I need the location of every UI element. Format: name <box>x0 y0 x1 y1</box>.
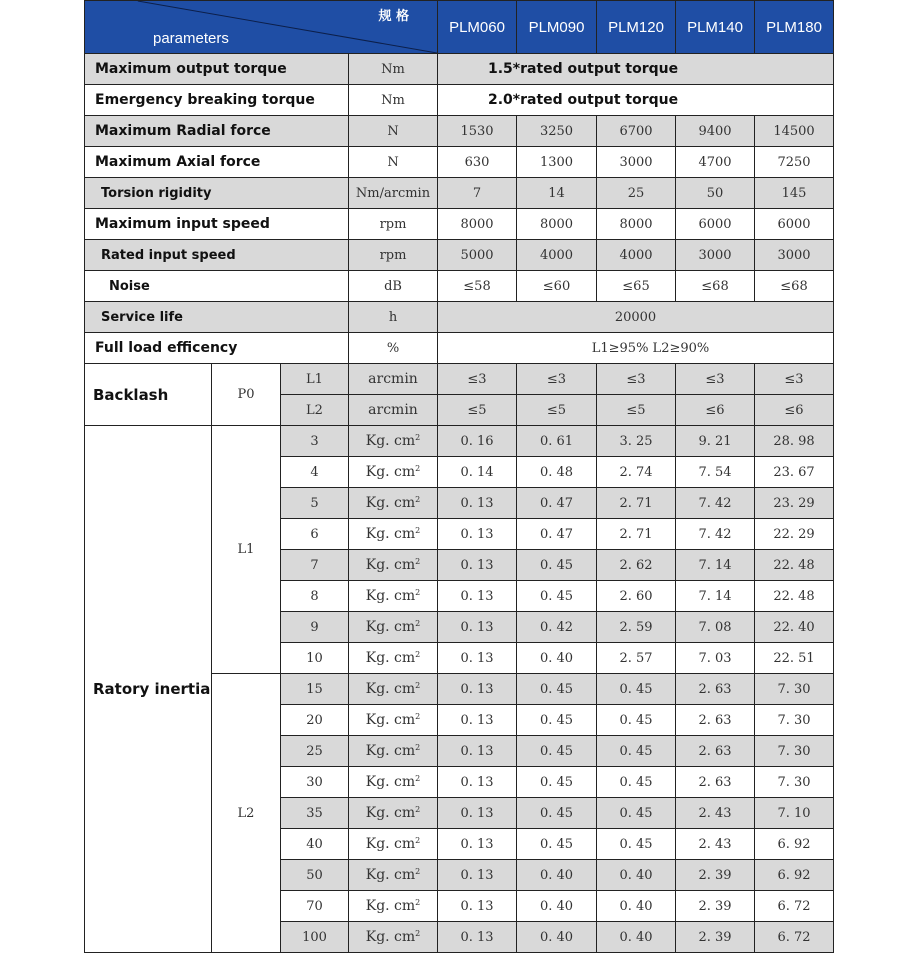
inertia-value: 0. 40 <box>517 922 597 953</box>
unit-text: Kg. cm <box>365 433 416 449</box>
inertia-unit <box>349 705 438 736</box>
inertia-value: 22. 40 <box>755 612 834 643</box>
inertia-unit <box>349 829 438 860</box>
unit-exponent: 2 <box>415 433 421 442</box>
inertia-value: 0. 13 <box>438 488 517 519</box>
inertia-unit <box>349 550 438 581</box>
unit-text: Kg. cm <box>365 650 416 666</box>
unit-text: Kg. cm <box>365 588 416 604</box>
inertia-value: 7. 30 <box>755 767 834 798</box>
spec-value: 3000 <box>755 240 834 271</box>
inertia-value: 0. 61 <box>517 426 597 457</box>
backlash-group: P0 <box>212 364 281 426</box>
inertia-value: 0. 47 <box>517 519 597 550</box>
spec-value: L1≥95% L2≥90% <box>438 333 834 364</box>
inertia-value: 0. 13 <box>438 829 517 860</box>
spec-value: 6000 <box>676 209 755 240</box>
spec-row <box>85 240 834 271</box>
spec-value: 9400 <box>676 116 755 147</box>
inertia-unit <box>349 767 438 798</box>
spec-unit: Nm <box>349 54 438 85</box>
spec-row <box>85 302 834 333</box>
header-corner <box>85 1 438 54</box>
spec-row <box>85 209 834 240</box>
spec-value: 4700 <box>676 147 755 178</box>
spec-label: Maximum input speed <box>85 209 349 240</box>
unit-exponent: 2 <box>415 681 421 690</box>
spec-value: ≤68 <box>676 271 755 302</box>
model-header: PLM180 <box>755 1 834 54</box>
spec-value: 630 <box>438 147 517 178</box>
inertia-value: 2. 57 <box>597 643 676 674</box>
inertia-value: 0. 13 <box>438 643 517 674</box>
inertia-value: 7. 14 <box>676 550 755 581</box>
inertia-value: 0. 13 <box>438 767 517 798</box>
model-header: PLM120 <box>597 1 676 54</box>
inertia-value: 6. 72 <box>755 891 834 922</box>
inertia-value: 0. 13 <box>438 736 517 767</box>
spec-label: Service life <box>85 302 349 333</box>
inertia-unit <box>349 426 438 457</box>
spec-label: Noise <box>85 271 349 302</box>
unit-text: Kg. cm <box>365 774 416 790</box>
spec-label: Full load efficency <box>85 333 349 364</box>
inertia-value: 0. 13 <box>438 519 517 550</box>
inertia-value: 2. 71 <box>597 488 676 519</box>
inertia-value: 2. 63 <box>676 736 755 767</box>
inertia-value: 2. 59 <box>597 612 676 643</box>
spec-value: 6700 <box>597 116 676 147</box>
spec-value: 4000 <box>517 240 597 271</box>
unit-exponent: 2 <box>415 805 421 814</box>
inertia-value: 0. 13 <box>438 798 517 829</box>
inertia-ratio: 7 <box>281 550 349 581</box>
backlash-unit: arcmin <box>349 364 438 395</box>
spec-unit: h <box>349 302 438 333</box>
inertia-unit <box>349 488 438 519</box>
inertia-value: 0. 13 <box>438 612 517 643</box>
inertia-ratio: 9 <box>281 612 349 643</box>
spec-value: 4000 <box>597 240 676 271</box>
inertia-value: 0. 45 <box>597 829 676 860</box>
backlash-value: ≤6 <box>755 395 834 426</box>
unit-exponent: 2 <box>415 588 421 597</box>
inertia-unit <box>349 612 438 643</box>
inertia-value: 0. 40 <box>597 891 676 922</box>
spec-value: 14 <box>517 178 597 209</box>
spec-value: 8000 <box>517 209 597 240</box>
inertia-value: 2. 63 <box>676 674 755 705</box>
spec-label: Maximum Radial force <box>85 116 349 147</box>
inertia-unit <box>349 674 438 705</box>
inertia-value: 2. 74 <box>597 457 676 488</box>
inertia-value: 0. 42 <box>517 612 597 643</box>
inertia-value: 6. 92 <box>755 860 834 891</box>
inertia-value: 0. 13 <box>438 922 517 953</box>
inertia-value: 2. 39 <box>676 860 755 891</box>
spec-unit: N <box>349 116 438 147</box>
inertia-ratio: 100 <box>281 922 349 953</box>
inertia-value: 0. 45 <box>517 798 597 829</box>
backlash-value: ≤5 <box>438 395 517 426</box>
spec-value: 1530 <box>438 116 517 147</box>
unit-exponent: 2 <box>415 495 421 504</box>
inertia-value: 6. 92 <box>755 829 834 860</box>
unit-exponent: 2 <box>415 867 421 876</box>
spec-unit: N <box>349 147 438 178</box>
inertia-value: 0. 13 <box>438 674 517 705</box>
inertia-ratio: 50 <box>281 860 349 891</box>
spec-value: 7 <box>438 178 517 209</box>
inertia-value: 7. 03 <box>676 643 755 674</box>
inertia-value: 28. 98 <box>755 426 834 457</box>
inertia-stage: L2 <box>212 674 281 953</box>
unit-text: Kg. cm <box>365 836 416 852</box>
inertia-value: 0. 13 <box>438 581 517 612</box>
unit-text: Kg. cm <box>365 898 416 914</box>
inertia-value: 0. 13 <box>438 860 517 891</box>
backlash-value: ≤5 <box>517 395 597 426</box>
inertia-ratio: 8 <box>281 581 349 612</box>
spec-value: 3000 <box>597 147 676 178</box>
unit-text: Kg. cm <box>365 867 416 883</box>
spec-value: 1.5*rated output torque <box>438 54 834 85</box>
unit-exponent: 2 <box>415 929 421 938</box>
inertia-value: 0. 45 <box>597 674 676 705</box>
inertia-ratio: 35 <box>281 798 349 829</box>
backlash-row <box>85 364 834 395</box>
inertia-value: 2. 62 <box>597 550 676 581</box>
inertia-ratio: 25 <box>281 736 349 767</box>
spec-row <box>85 147 834 178</box>
unit-exponent: 2 <box>415 526 421 535</box>
unit-text: Kg. cm <box>365 526 416 542</box>
header-cn-label: 规 格 <box>378 9 409 24</box>
backlash-value: ≤3 <box>755 364 834 395</box>
spec-table <box>84 0 834 953</box>
inertia-value: 7. 14 <box>676 581 755 612</box>
backlash-value: ≤3 <box>676 364 755 395</box>
inertia-value: 2. 71 <box>597 519 676 550</box>
inertia-value: 0. 40 <box>517 860 597 891</box>
inertia-value: 0. 13 <box>438 550 517 581</box>
inertia-ratio: 15 <box>281 674 349 705</box>
inertia-unit <box>349 581 438 612</box>
inertia-value: 0. 45 <box>517 550 597 581</box>
spec-row <box>85 85 834 116</box>
inertia-ratio: 40 <box>281 829 349 860</box>
inertia-unit <box>349 891 438 922</box>
unit-exponent: 2 <box>415 464 421 473</box>
spec-value: 1300 <box>517 147 597 178</box>
model-header: PLM140 <box>676 1 755 54</box>
unit-text: Kg. cm <box>365 619 416 635</box>
unit-text: Kg. cm <box>365 495 416 511</box>
unit-text: Kg. cm <box>365 929 416 945</box>
header-row <box>85 1 834 54</box>
inertia-value: 2. 43 <box>676 798 755 829</box>
inertia-unit <box>349 922 438 953</box>
inertia-unit <box>349 643 438 674</box>
spec-label: Maximum Axial force <box>85 147 349 178</box>
spec-value: 3250 <box>517 116 597 147</box>
inertia-ratio: 3 <box>281 426 349 457</box>
spec-value: 8000 <box>438 209 517 240</box>
inertia-ratio: 30 <box>281 767 349 798</box>
inertia-value: 0. 13 <box>438 891 517 922</box>
inertia-ratio: 5 <box>281 488 349 519</box>
inertia-unit <box>349 860 438 891</box>
inertia-value: 22. 48 <box>755 550 834 581</box>
inertia-unit <box>349 519 438 550</box>
inertia-value: 0. 48 <box>517 457 597 488</box>
unit-text: Kg. cm <box>365 464 416 480</box>
inertia-value: 0. 16 <box>438 426 517 457</box>
inertia-value: 2. 63 <box>676 767 755 798</box>
unit-text: Kg. cm <box>365 743 416 759</box>
inertia-value: 0. 45 <box>517 581 597 612</box>
inertia-value: 0. 40 <box>597 860 676 891</box>
inertia-value: 0. 14 <box>438 457 517 488</box>
inertia-label: Ratory inertia <box>85 426 212 953</box>
inertia-value: 23. 29 <box>755 488 834 519</box>
backlash-value: ≤3 <box>438 364 517 395</box>
spec-unit: dB <box>349 271 438 302</box>
spec-label: Emergency breaking torque <box>85 85 349 116</box>
inertia-stage: L1 <box>212 426 281 674</box>
spec-value: 3000 <box>676 240 755 271</box>
spec-value: ≤68 <box>755 271 834 302</box>
inertia-value: 3. 25 <box>597 426 676 457</box>
inertia-value: 7. 30 <box>755 705 834 736</box>
unit-exponent: 2 <box>415 650 421 659</box>
spec-value: 25 <box>597 178 676 209</box>
unit-exponent: 2 <box>415 557 421 566</box>
inertia-value: 2. 43 <box>676 829 755 860</box>
spec-row <box>85 333 834 364</box>
spec-value: 6000 <box>755 209 834 240</box>
inertia-value: 2. 39 <box>676 922 755 953</box>
spec-unit: rpm <box>349 209 438 240</box>
inertia-value: 22. 51 <box>755 643 834 674</box>
inertia-value: 0. 45 <box>597 705 676 736</box>
inertia-ratio: 20 <box>281 705 349 736</box>
inertia-value: 7. 42 <box>676 519 755 550</box>
inertia-value: 0. 45 <box>517 736 597 767</box>
unit-exponent: 2 <box>415 774 421 783</box>
inertia-value: 9. 21 <box>676 426 755 457</box>
inertia-ratio: 10 <box>281 643 349 674</box>
backlash-stage: L2 <box>281 395 349 426</box>
inertia-value: 0. 45 <box>597 767 676 798</box>
spec-row <box>85 271 834 302</box>
backlash-unit: arcmin <box>349 395 438 426</box>
inertia-value: 7. 08 <box>676 612 755 643</box>
spec-value: 7250 <box>755 147 834 178</box>
spec-value: ≤65 <box>597 271 676 302</box>
inertia-value: 7. 54 <box>676 457 755 488</box>
unit-exponent: 2 <box>415 712 421 721</box>
spec-value: 2.0*rated output torque <box>438 85 834 116</box>
spec-value: 8000 <box>597 209 676 240</box>
inertia-unit <box>349 736 438 767</box>
spec-value: 5000 <box>438 240 517 271</box>
inertia-ratio: 70 <box>281 891 349 922</box>
backlash-value: ≤3 <box>517 364 597 395</box>
inertia-value: 7. 42 <box>676 488 755 519</box>
unit-exponent: 2 <box>415 743 421 752</box>
unit-exponent: 2 <box>415 898 421 907</box>
spec-row <box>85 116 834 147</box>
inertia-value: 2. 60 <box>597 581 676 612</box>
inertia-value: 0. 40 <box>517 891 597 922</box>
inertia-value: 0. 47 <box>517 488 597 519</box>
inertia-value: 0. 45 <box>517 829 597 860</box>
spec-value: 145 <box>755 178 834 209</box>
backlash-value: ≤6 <box>676 395 755 426</box>
inertia-value: 6. 72 <box>755 922 834 953</box>
spec-unit: Nm/arcmin <box>349 178 438 209</box>
header-en-label: parameters <box>153 30 229 47</box>
inertia-value: 0. 13 <box>438 705 517 736</box>
inertia-value: 0. 45 <box>597 798 676 829</box>
inertia-value: 0. 40 <box>597 922 676 953</box>
backlash-value: ≤3 <box>597 364 676 395</box>
inertia-value: 22. 29 <box>755 519 834 550</box>
spec-value: 14500 <box>755 116 834 147</box>
spec-unit: Nm <box>349 85 438 116</box>
inertia-ratio: 6 <box>281 519 349 550</box>
unit-exponent: 2 <box>415 619 421 628</box>
inertia-unit <box>349 457 438 488</box>
inertia-value: 2. 39 <box>676 891 755 922</box>
spec-value: ≤58 <box>438 271 517 302</box>
unit-text: Kg. cm <box>365 712 416 728</box>
spec-unit: % <box>349 333 438 364</box>
inertia-ratio: 4 <box>281 457 349 488</box>
inertia-unit <box>349 798 438 829</box>
unit-exponent: 2 <box>415 836 421 845</box>
inertia-value: 0. 45 <box>517 705 597 736</box>
inertia-value: 22. 48 <box>755 581 834 612</box>
spec-label: Torsion rigidity <box>85 178 349 209</box>
inertia-value: 7. 30 <box>755 674 834 705</box>
inertia-value: 0. 45 <box>597 736 676 767</box>
inertia-value: 7. 10 <box>755 798 834 829</box>
spec-value: 50 <box>676 178 755 209</box>
spec-value: 20000 <box>438 302 834 333</box>
backlash-label: Backlash <box>85 364 212 426</box>
inertia-value: 0. 40 <box>517 643 597 674</box>
unit-text: Kg. cm <box>365 805 416 821</box>
unit-text: Kg. cm <box>365 681 416 697</box>
inertia-value: 0. 45 <box>517 767 597 798</box>
unit-text: Kg. cm <box>365 557 416 573</box>
inertia-value: 2. 63 <box>676 705 755 736</box>
inertia-row <box>85 426 834 457</box>
spec-label: Rated input speed <box>85 240 349 271</box>
spec-value: ≤60 <box>517 271 597 302</box>
model-header: PLM090 <box>517 1 597 54</box>
spec-unit: rpm <box>349 240 438 271</box>
backlash-stage: L1 <box>281 364 349 395</box>
spec-label: Maximum output torque <box>85 54 349 85</box>
model-header: PLM060 <box>438 1 517 54</box>
spec-row <box>85 178 834 209</box>
spec-row <box>85 54 834 85</box>
backlash-value: ≤5 <box>597 395 676 426</box>
inertia-value: 7. 30 <box>755 736 834 767</box>
inertia-value: 0. 45 <box>517 674 597 705</box>
inertia-value: 23. 67 <box>755 457 834 488</box>
